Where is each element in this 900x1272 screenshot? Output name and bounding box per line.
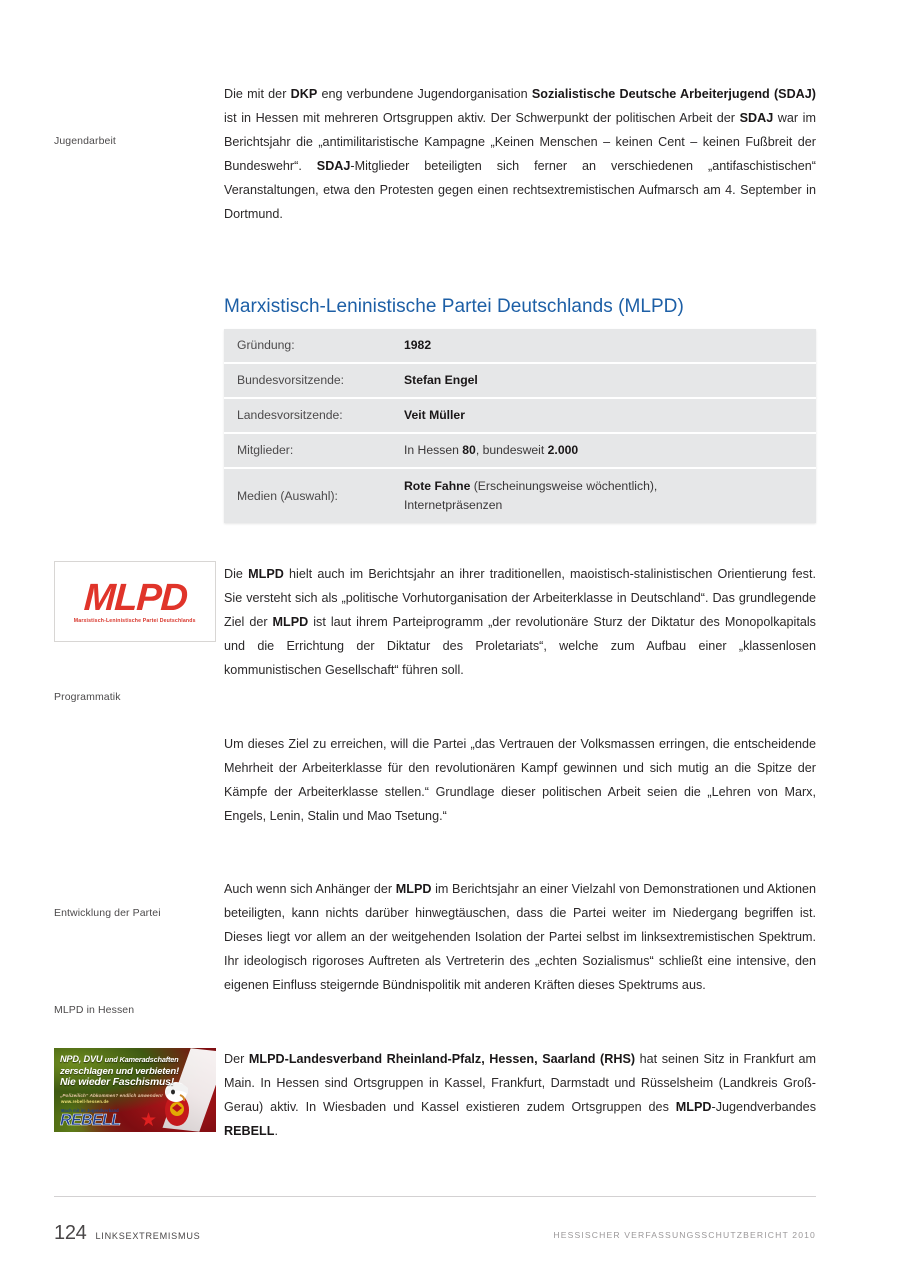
footer-divider (54, 1196, 816, 1197)
figure-mlpd-logo (54, 561, 216, 642)
red-star-icon: ★ (140, 1110, 158, 1131)
text-run: In Hessen (404, 443, 463, 457)
text-run: ist laut ihrem Parteiprogramm „der revolutionäre Sturz der Diktatur des Monopolkapitals und die Errichtung der Diktatur des Proletariats“, welche zum Aufbau einer „klassenlosen kommunistischen Gesellschaft“ führen soll. (224, 615, 816, 678)
footer-left (54, 1222, 200, 1245)
bold-mlpd: MLPD (675, 1100, 712, 1115)
table-row-value (404, 336, 816, 355)
bold-dkp: DKP (290, 87, 318, 101)
mlpd-logo-image (54, 561, 216, 642)
poster-headline-line3: Nie wieder Faschismus! (60, 1077, 174, 1088)
margin-note-mlpd-in-hessen: MLPD in Hessen (54, 1004, 135, 1016)
table-row-key: Bundesvorsitzende: (237, 373, 345, 387)
table-row (224, 434, 816, 469)
page-number: 124 (54, 1222, 87, 1244)
paragraph-ziel: Um dieses Ziel zu erreichen, will die Partei „das Vertrauen der Volksmassen erringen, die entscheidende Mehrheit der Arbeiterklasse für den revolutionären Kampf gewinnen und sich mutig an die Spitze der Kämpfe der Arbeiterklasse stellen.“ Grundlage dieser politischen Arbeit seien die „Lehren von Marx, Engels, Lenin, Stalin und Mao Tsetung.“ (224, 737, 816, 824)
table-row-key: Medien (Auswahl): (237, 488, 338, 503)
table-row-value (404, 441, 816, 460)
table-row (224, 399, 816, 434)
value-line-2: Internetpräsenzen (404, 498, 503, 512)
bold-sdaj-full: Sozialistische Deutsche Arbeiterjugend (SDAJ) (531, 87, 816, 101)
text-run: -Jugendverbandes (711, 1100, 816, 1115)
table-row-key: Gründung: (237, 338, 295, 352)
table-row-value (404, 477, 816, 515)
text-run: im Berichtsjahr an einer Vielzahl von Demonstrationen und Aktionen beteiligten, kann nichts darüber hinwegtäuschen, dass die Partei weiter im Niedergang begriffen ist. Dieses liegt vor allem an der weitgehenden Isolation der Partei selbst im linksextremistischen Spektrum. Ihr ideologisch rigoroses Auftreten als Vertreterin des „echten Sozialismus“ schließt eine intensive, den eigenen Einfluss steigernde Bündnispolitik mit anderen Kräften dieses Spektrums aus. (224, 882, 816, 993)
paragraph-programmatik-block (224, 562, 816, 682)
footer-section-name: LINKSEXTREMISMUS (95, 1231, 201, 1241)
value-bold: Rote Fahne (404, 479, 471, 493)
rebell-logo-wordmark: REBELL (60, 1112, 121, 1129)
table-row (224, 469, 816, 523)
bold-mlpd-2: MLPD (272, 615, 309, 630)
bold-landesverband: MLPD-Landesverband Rheinland-Pfalz, Hessen, Saarland (RHS) (248, 1052, 636, 1066)
table-row (224, 329, 816, 364)
paragraph-ziel-block (224, 732, 816, 828)
party-fact-table (224, 329, 816, 523)
text-run: , bundesweit (475, 443, 548, 457)
poster-headline (60, 1054, 200, 1101)
table-row (224, 364, 816, 399)
text-run: hat seinen Sitz in Frankfurt am Main. In Hessen sind Ortsgruppen in Kassel, Frankfurt, Darmstadt und Rüsselsheim (Landkreis Groß-Gerau) aktiv. In Wiesbaden und Kassel existieren zudem Ortsgruppen des (224, 1052, 817, 1115)
value-bold-bundesweit: 2.000 (547, 443, 579, 457)
paragraph-hessen-block (224, 1047, 816, 1143)
value-bold: Veit Müller (404, 408, 465, 422)
paragraph-sdaj (224, 82, 816, 227)
figure-rebell-poster (54, 1048, 216, 1132)
value-line-1 (404, 477, 806, 496)
mlpd-wordmark: MLPD (82, 576, 188, 619)
text-run: Auch wenn sich Anhänger der (224, 882, 396, 896)
bold-sdaj-2: SDAJ (316, 159, 351, 174)
text-run: Die (224, 567, 249, 581)
rebell-poster-image (54, 1048, 216, 1132)
text-run: -Mitglieder beteiligten sich ferner an verschiedenen „antifaschistischen“ Veranstaltungen, etwa den Protesten gegen einen rechtsextremistischen Aufmarsch am 4. September in Dortmund. (224, 159, 816, 222)
margin-note-entwicklung-der-partei: Entwicklung der Partei (54, 907, 161, 919)
value-bold: 1982 (404, 338, 432, 352)
poster-kicker: Mach mit im Jugendverband (61, 1108, 119, 1113)
text-run: ist in Hessen mit mehreren Ortsgruppen aktiv. Der Schwerpunkt der politischen Arbeit der (224, 111, 740, 126)
poster-headline-line1 (60, 1054, 200, 1066)
text-run: war im Berichtsjahr die „antimilitaristische Kampagne „Keinen Menschen – keinen Cent – keinen Fußbreit der Bundeswehr“. (224, 111, 816, 174)
bold-rebell: REBELL (224, 1124, 275, 1139)
paragraph-entwicklung-block (224, 877, 816, 997)
text-run: Der (224, 1052, 249, 1066)
text-run: und Kameradschaften (104, 1055, 179, 1064)
mlpd-logo-subtitle: Marxistisch-Leninistische Partei Deutschlands (74, 617, 196, 624)
poster-url: www.rebell-hessen.de (61, 1099, 109, 1104)
value-bold-hessen: 80 (462, 443, 476, 457)
paragraph-entwicklung (224, 877, 816, 997)
bold-mlpd: MLPD (395, 882, 432, 896)
bold-mlpd: MLPD (248, 567, 284, 581)
table-row-value (404, 406, 816, 425)
value-bold: Stefan Engel (404, 373, 478, 387)
table-row-key: Mitglieder: (237, 443, 294, 457)
text-run: . (274, 1124, 278, 1139)
bold-sdaj: SDAJ (739, 111, 774, 126)
table-row-value (404, 371, 816, 390)
poster-headline-line2: zerschlagen und verbieten! (60, 1065, 180, 1077)
table-row-key: Landesvorsitzende: (237, 408, 343, 422)
margin-note-jugendarbeit: Jugendarbeit (54, 135, 116, 147)
margin-note-programmatik: Programmatik (54, 691, 121, 703)
text-run: NPD, DVU (60, 1054, 105, 1064)
text-run: eng verbundene Jugendorganisation (317, 87, 532, 101)
text-run: hielt auch im Berichtsjahr an ihrer traditionellen, maoistisch-stalinistischen Orientierung fest. Sie versteht sich als „politische Vorhutorganisation der Arbeiterklasse in Deutschland“. Das grundlegende Ziel der (224, 567, 816, 630)
paragraph-sdaj-block (224, 82, 816, 227)
paragraph-programmatik (224, 562, 816, 682)
paragraph-hessen (224, 1047, 816, 1143)
text-run: (Erscheinungsweise wöchentlich), (470, 479, 658, 493)
footer-report-title: HESSISCHER VERFASSUNGSSCHUTZBERICHT 2010 (553, 1230, 816, 1240)
poster-headline-line4: „Polizeilich“ Abkommen? endlich anwenden! (60, 1092, 163, 1098)
page-title: Marxistisch-Leninistische Partei Deutschlands (MLPD) (224, 296, 684, 317)
text-run: Die mit der (224, 87, 291, 101)
